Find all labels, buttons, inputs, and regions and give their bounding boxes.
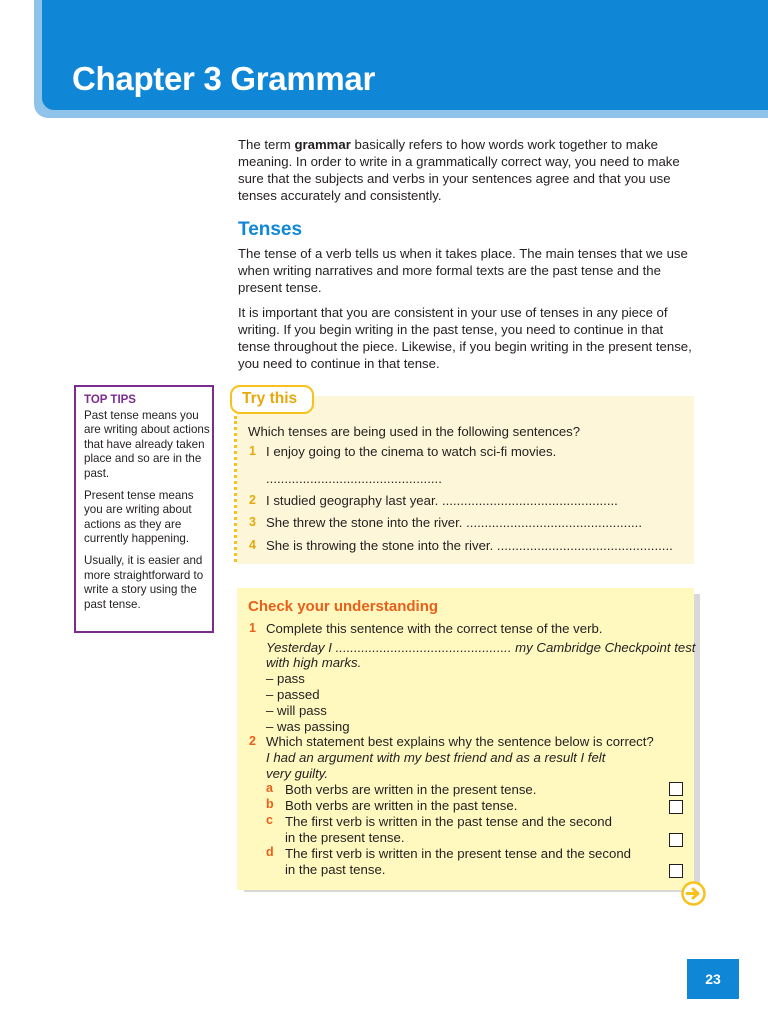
intro-after: basically refers to how words work together to make meaning. In order to write in a grammatically correct way, you need to make sure that the subjects and verbs in your sentences agree and that you use tenses accurately and consistently. <box>238 137 680 203</box>
check-q2-option-c-checkbox[interactable] <box>669 833 683 847</box>
try-item-1-text: I enjoy going to the cinema to watch sci-fi movies. <box>266 444 557 459</box>
try-item-2-text: I studied geography last year. ................................................ <box>266 493 618 508</box>
try-item-1-blank: ................................................ <box>266 471 442 486</box>
check-q2-text: Which statement best explains why the sentence below is correct? <box>266 734 654 749</box>
tip-3: Usually, it is easier and more straightforward to write a story using the past tense. <box>84 553 204 611</box>
check-q2-number: 2 <box>249 734 256 748</box>
check-q2-option-d-line-2: in the past tense. <box>285 862 386 877</box>
try-this-dotted-line <box>234 416 237 562</box>
check-q2-option-d-line-1: The first verb is written in the present tense and the second <box>285 846 631 861</box>
top-tips-box <box>74 385 214 633</box>
tip-1: Past tense means you are writing about actions that have already taken place and so are in the past. <box>84 408 210 480</box>
check-q2-option-b-letter: b <box>266 797 274 811</box>
intro-before: The term <box>238 137 295 152</box>
check-q2-option-d-checkbox[interactable] <box>669 864 683 878</box>
check-q1-option-3: – will pass <box>266 703 327 718</box>
page-number: 23 <box>687 959 739 999</box>
intro-bold-term: grammar <box>294 137 351 152</box>
try-item-4-number: 4 <box>249 538 256 552</box>
intro-paragraph <box>238 136 698 204</box>
chapter-title: Chapter 3 Grammar <box>72 60 376 97</box>
check-q2-sentence-2: very guilty. <box>266 766 329 781</box>
top-tips-title: TOP TIPS <box>84 394 136 406</box>
check-q1-option-2: – passed <box>266 687 320 702</box>
check-q1-option-4: – was passing <box>266 719 350 734</box>
try-item-2-number: 2 <box>249 493 256 507</box>
check-q1-sentence-2: with high marks. <box>266 655 362 670</box>
next-arrow-icon[interactable] <box>681 881 706 906</box>
try-item-1-number: 1 <box>249 444 256 458</box>
tenses-paragraph-2: It is important that you are consistent in your use of tenses in any piece of writing. If you begin writing in the past tense, you need to continue in that tense throughout the piece. Likewise, if you begin writing in the present tense, you need to continue in that tense. <box>238 305 692 371</box>
check-q2-option-c-line-1: The first verb is written in the past tense and the second <box>285 814 612 829</box>
check-q2-option-a-checkbox[interactable] <box>669 782 683 796</box>
tenses-paragraph-1: The tense of a verb tells us when it takes place. The main tenses that we use when writing narratives and more formal texts are the past tense and the present tense. <box>238 246 688 295</box>
tip-2: Present tense means you are writing about actions as they are currently happening. <box>84 488 194 546</box>
check-q1-number: 1 <box>249 621 256 635</box>
check-understanding-title: Check your understanding <box>248 598 439 615</box>
try-item-3-text: She threw the stone into the river. ................................................ <box>266 515 642 530</box>
try-item-4-text: She is throwing the stone into the river. ................................................ <box>266 538 673 553</box>
check-q1-option-1: – pass <box>266 671 305 686</box>
tenses-heading: Tenses <box>238 219 303 240</box>
check-q1-sentence-1: Yesterday I ................................................ my Cambridge Checkpoint test <box>266 640 696 655</box>
check-q2-option-b-checkbox[interactable] <box>669 800 683 814</box>
check-q2-option-c-line-2: in the present tense. <box>285 830 405 845</box>
check-q2-option-d-letter: d <box>266 845 274 859</box>
check-q2-sentence-1: I had an argument with my best friend and as a result I felt <box>266 750 606 765</box>
try-this-label: Try this <box>230 385 314 414</box>
check-q2-option-b-text: Both verbs are written in the past tense. <box>285 798 518 813</box>
check-q2-option-a-letter: a <box>266 781 273 795</box>
check-q2-option-c-letter: c <box>266 813 273 827</box>
check-q1-text: Complete this sentence with the correct tense of the verb. <box>266 621 603 636</box>
check-q2-option-a-text: Both verbs are written in the present tense. <box>285 782 537 797</box>
try-this-question: Which tenses are being used in the following sentences? <box>248 424 581 439</box>
try-item-3-number: 3 <box>249 515 256 529</box>
